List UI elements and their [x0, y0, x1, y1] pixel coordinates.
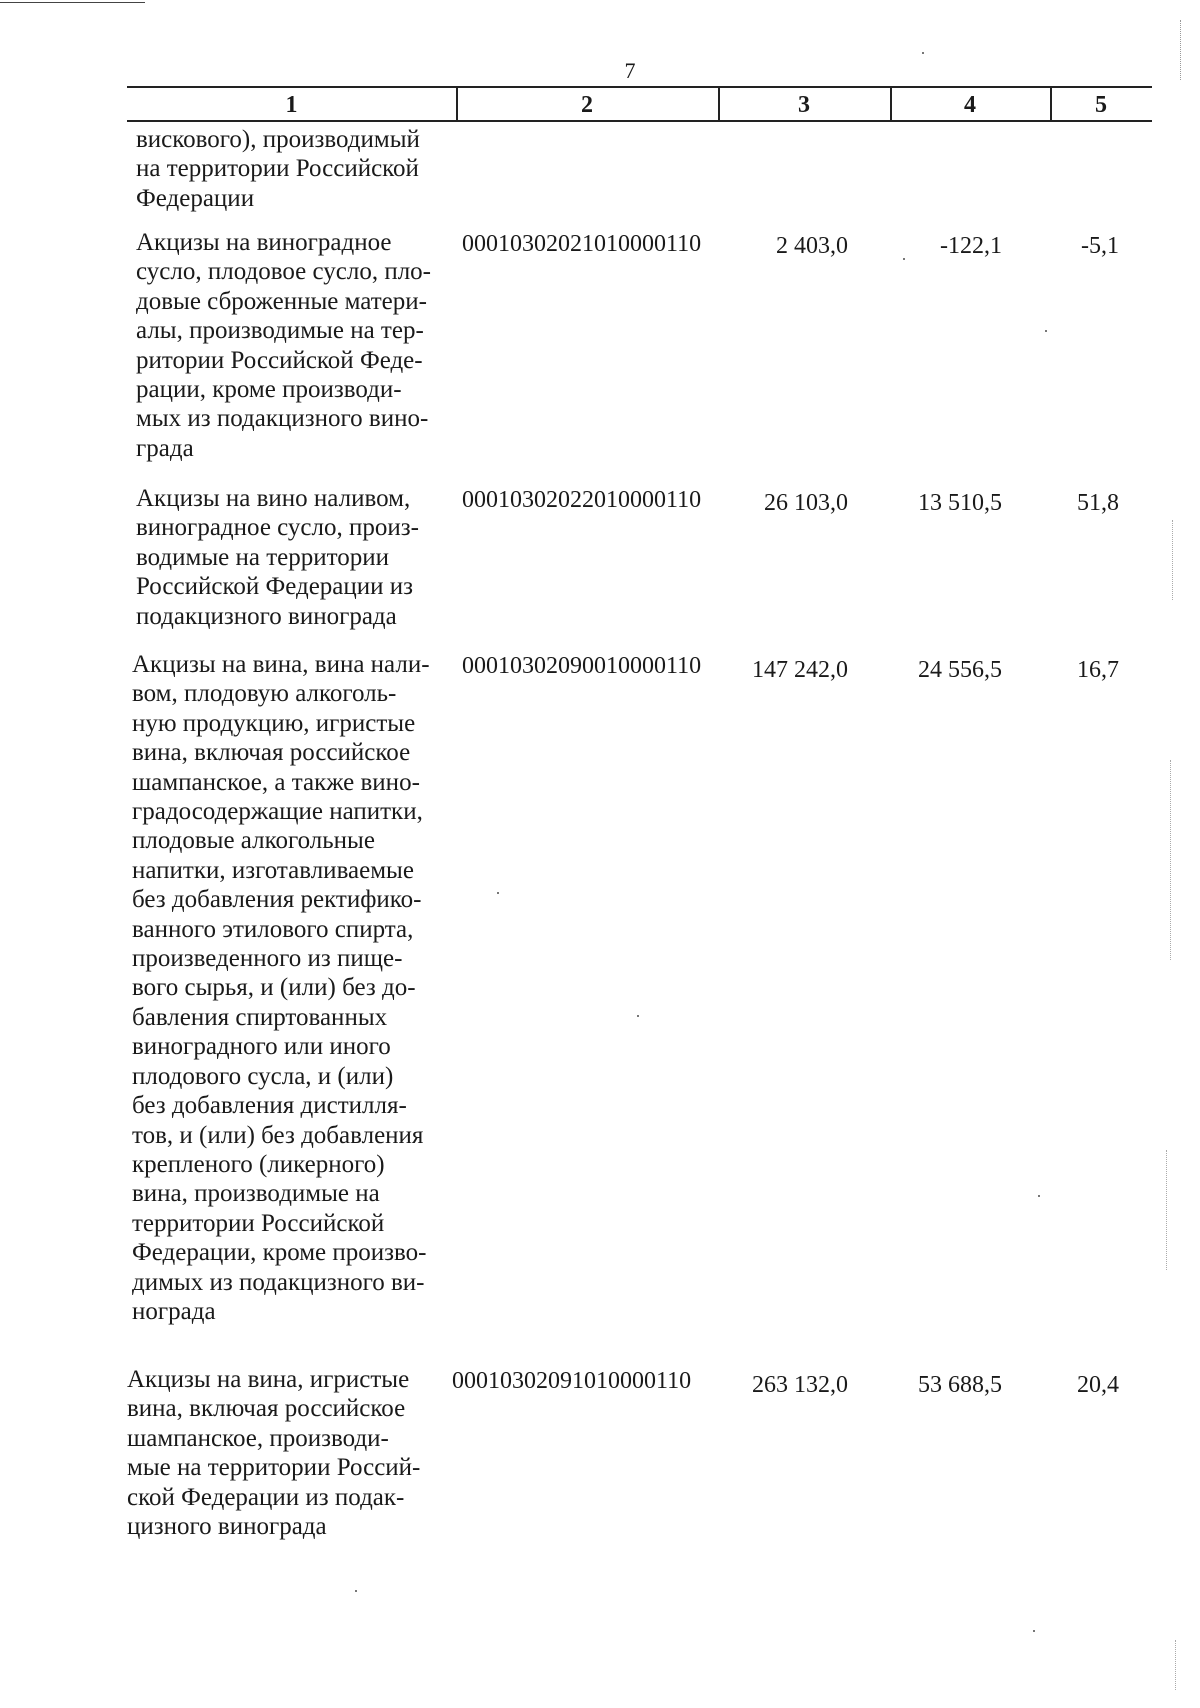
scan-edge-artifact — [1166, 1150, 1167, 1270]
page-number: 7 — [624, 58, 636, 83]
row-col5: 20,4 — [1077, 1372, 1119, 1398]
row-col3: 147 242,0 — [752, 657, 848, 683]
scan-speck — [1033, 1630, 1035, 1632]
scan-speck — [922, 52, 924, 54]
column-header-4: 4 — [964, 92, 976, 118]
scan-edge-artifact — [1180, 20, 1181, 80]
row-col5: -5,1 — [1081, 233, 1119, 259]
row-col5: 16,7 — [1077, 657, 1119, 683]
row-col3: 263 132,0 — [752, 1372, 848, 1398]
row-col4: -122,1 — [940, 233, 1002, 259]
row-code: 00010302090010000110 — [462, 653, 702, 679]
column-header-2: 2 — [581, 92, 593, 118]
column-header-5: 5 — [1095, 92, 1107, 118]
row-col5: 51,8 — [1077, 490, 1119, 516]
scan-speck — [497, 892, 499, 894]
row-description: Акцизы на виноградное сусло, плодовое сусло, пло- довые сброженные матери- алы, производимые на тер- ритории Российской Феде- рации, кроме производи- мых из подакцизного вино- града — [136, 229, 431, 462]
row-description: Акцизы на вина, игристые вина, включая российское шампанское, производи- мые на территории Россий- ской Федерации из подак- цизного винограда — [127, 1366, 421, 1541]
scan-speck — [903, 258, 905, 260]
scan-edge-artifact — [1175, 1640, 1176, 1690]
scan-edge-artifact — [1170, 760, 1171, 960]
row-description: Акцизы на вина, вина нали- вом, плодовую алкоголь- ную продукцию, игристые вина, включая российское шампанское, а также вино- градосодержащие напитки, плодовые алкогольные напитки, изготавливаемые без добавления ректифико- ванного этилового спирта, произведенного из пище- вого сырья, и (или) без до- бавления спиртованных виноградного или иного плодового сусла, и (или) без добавления дистилля- тов, и (или) без добавления крепленого (ликерного) вина, производимые на территории Российской Федерации, кроме произво- димых из подакцизного ви- нограда — [132, 651, 430, 1325]
column-header-3: 3 — [798, 92, 810, 118]
row-code: 00010302022010000110 — [462, 487, 702, 513]
scan-speck — [637, 1015, 639, 1017]
row-col4: 24 556,5 — [918, 657, 1002, 683]
scan-speck — [1038, 1195, 1040, 1197]
row-code: 00010302091010000110 — [452, 1368, 692, 1394]
row-col4: 13 510,5 — [918, 490, 1002, 516]
row-col3: 2 403,0 — [776, 233, 848, 259]
scan-speck — [355, 1590, 357, 1592]
scan-edge-artifact — [1172, 520, 1173, 600]
row-description: вискового), производимый на территории Российской Федерации — [136, 126, 420, 212]
column-header-1: 1 — [285, 92, 298, 118]
row-code: 00010302021010000110 — [462, 231, 702, 257]
row-col3: 26 103,0 — [764, 490, 848, 516]
scan-speck — [1045, 330, 1047, 332]
row-description: Акцизы на вино наливом, виноградное сусло, произ- водимые на территории Российской Федерации из подакцизного винограда — [136, 485, 419, 630]
scan-edge-artifact — [0, 2, 145, 3]
row-col4: 53 688,5 — [918, 1372, 1002, 1398]
